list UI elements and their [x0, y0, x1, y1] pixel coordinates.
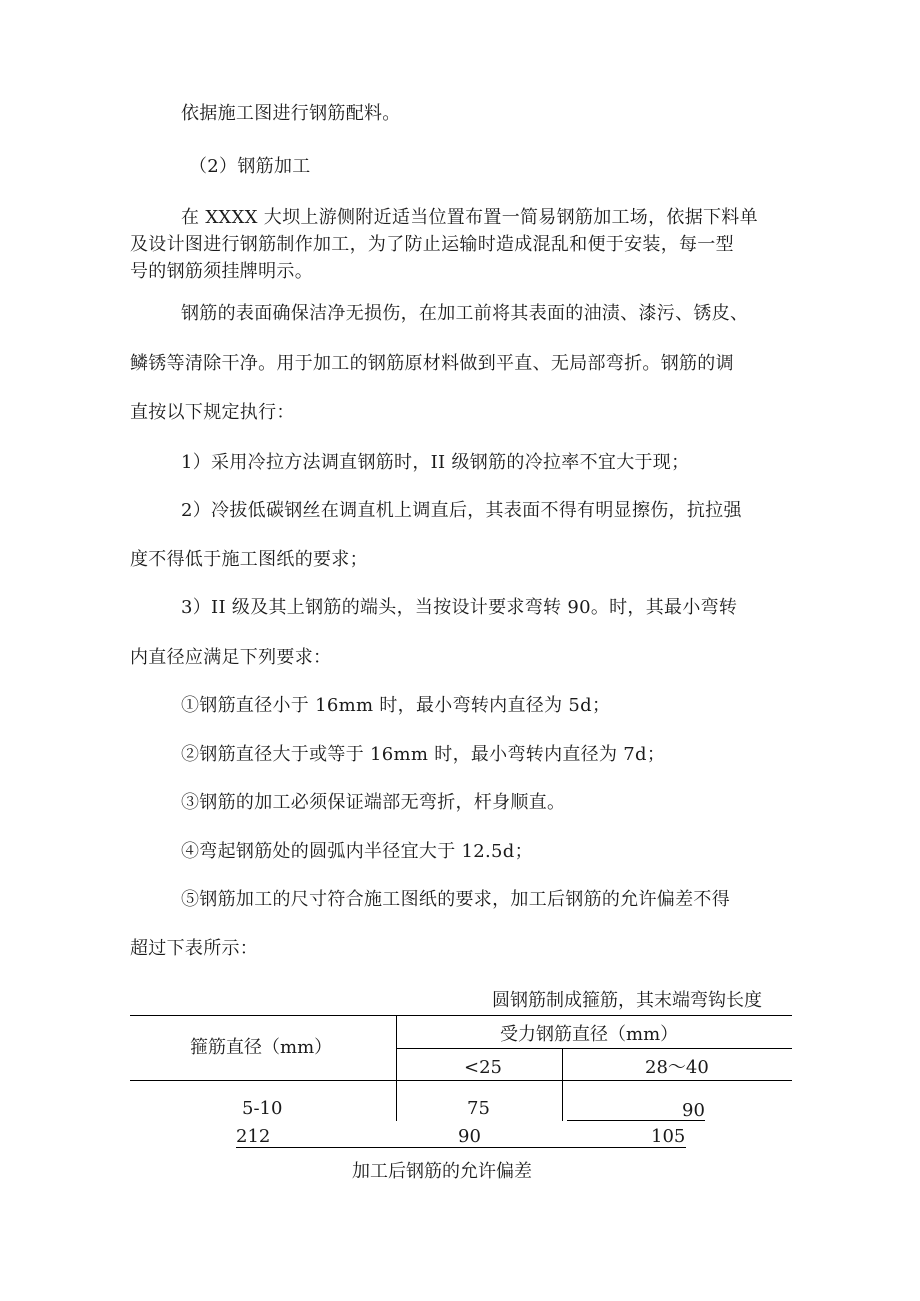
footer-caption: 加工后钢筋的允许偏差: [352, 1161, 532, 1182]
paragraph-line: 号的钢筋须挂牌明示。: [130, 261, 313, 282]
table-header-rule: [130, 1080, 792, 1081]
list-item: 1）采用冷拉方法调直钢筋时，II 级钢筋的冷拉率不宜大于现；: [181, 452, 690, 473]
table-cell: 212: [236, 1126, 271, 1147]
table-column-divider: [396, 1015, 397, 1121]
table-cell: 5-10: [242, 1098, 283, 1119]
paragraph-line: 在 XXXX 大坝上游侧附近适当位置布置一简易钢筋加工场，依据下料单: [181, 207, 758, 228]
paragraph-line: 内直径应满足下列要求：: [130, 647, 332, 668]
table-top-rule: [130, 1015, 792, 1016]
table-cell: 90: [682, 1100, 705, 1121]
paragraph-line: 钢筋的表面确保洁净无损伤，在加工前将其表面的油渍、漆污、锈皮、: [181, 303, 749, 324]
paragraph-line: 直按以下规定执行：: [130, 402, 295, 423]
paragraph-line: 度不得低于施工图纸的要求；: [130, 549, 368, 570]
list-item: 2）冷拔低碳钢丝在调直机上调直后，其表面不得有明显擦伤，抗拉强: [181, 500, 742, 521]
paragraph-1: 依据施工图进行钢筋配料。: [181, 103, 401, 124]
paragraph-line: 超过下表所示：: [130, 938, 259, 959]
table-row-header: 箍筋直径（mm）: [190, 1037, 333, 1058]
paragraph-line: 鳞锈等清除干净。用于加工的钢筋原材料做到平直、无局部弯折。钢筋的调: [130, 353, 734, 374]
list-item: ③钢筋的加工必须保证端部无弯折，杆身顺直。: [181, 792, 566, 813]
table-group-header: 受力钢筋直径（mm）: [500, 1024, 679, 1045]
section-heading: （2）钢筋加工: [189, 156, 311, 177]
table-cell: 90: [458, 1126, 481, 1147]
list-item: ②钢筋直径大于或等于 16mm 时，最小弯转内直径为 7d；: [181, 744, 666, 765]
list-item: ①钢筋直径小于 16mm 时，最小弯转内直径为 5d；: [181, 695, 611, 716]
table-cell: 105: [651, 1126, 686, 1147]
table-sub-header: 28～40: [645, 1057, 709, 1078]
table-column-divider: [562, 1048, 563, 1121]
table-caption: 圆钢筋制成箍筋，其末端弯钩长度: [492, 990, 762, 1011]
list-item: ⑤钢筋加工的尺寸符合施工图纸的要求，加工后钢筋的允许偏差不得: [181, 889, 730, 910]
table-sub-header: <25: [464, 1057, 502, 1078]
table-cell: 75: [467, 1098, 490, 1119]
table-header-divider: [396, 1048, 792, 1049]
paragraph-line: 及设计图进行钢筋制作加工，为了防止运输时造成混乱和便于安装，每一型: [130, 234, 734, 255]
list-item: 3）II 级及其上钢筋的端头，当按设计要求弯转 90。时，其最小弯转: [181, 597, 738, 618]
list-item: ④弯起钢筋处的圆弧内半径宜大于 12.5d；: [181, 841, 533, 862]
